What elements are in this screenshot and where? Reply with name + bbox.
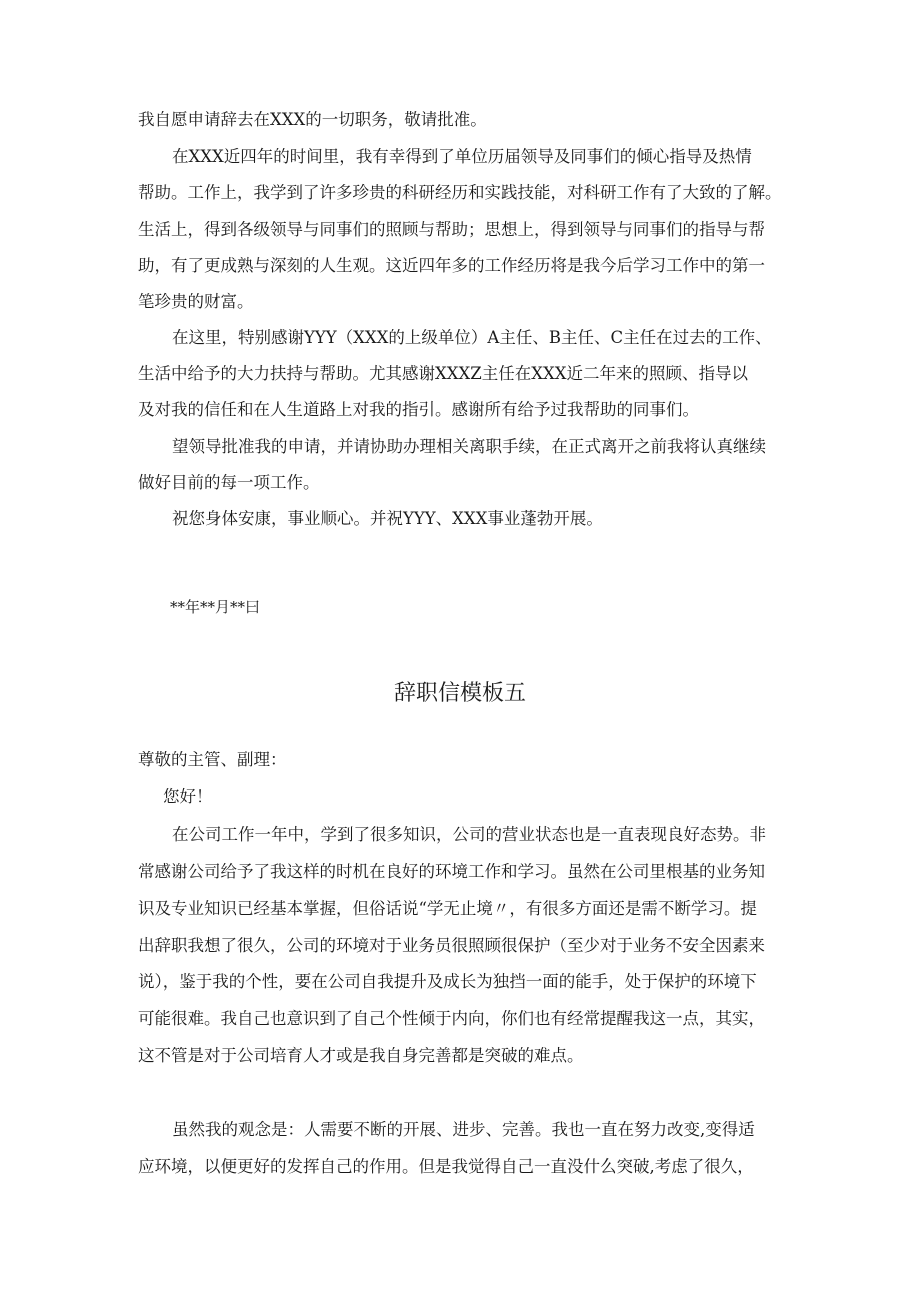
section-title: 辞职信模板五 (393, 681, 526, 706)
paragraph-start: 在公司工作一年中，学到了很多知识，公司的营业状态也是一直表现良好态势。非 (172, 825, 766, 844)
text-line: 出辞职我想了很久，公司的环境对于业务员很照顾很保护（至少对于业务不安全因素来 (138, 936, 765, 955)
salutation: 尊敬的主管、副理： (138, 750, 287, 769)
text-line: 及对我的信任和在人生道路上对我的指引。感谢所有给予过我帮助的同事们。 (138, 400, 699, 419)
text-line: 这不管是对于公司培育人才或是我自身完善都是突破的难点。 (138, 1046, 584, 1065)
text-line: 生活上，得到各级领导与同事们的照顾与帮助；思想上，得到领导与同事们的指导与帮 (138, 220, 765, 239)
text-line: 应环境，以便更好的发挥自己的作用。但是我觉得自己一直没什么突破,考虑了很久， (138, 1157, 754, 1176)
text-line: 常感谢公司给予了我这样的时机在良好的环境工作和学习。虽然在公司里根基的业务知 (138, 862, 765, 881)
text-line: 笔珍贵的财富。 (138, 292, 254, 311)
paragraph-start: 在XXX近四年的时间里，我有幸得到了单位历届领导及同事们的倾心指导及热情 (172, 147, 752, 166)
text-line: 说），鉴于我的个性，要在公司自我提升及成长为独挡一面的能手，处于保护的环境下 (138, 972, 757, 991)
paragraph-start: 在这里，特别感谢YYY（XXX的上级单位）A主任、B主任、C主任在过去的工作、 (172, 328, 772, 347)
closing-wish: 祝您身体安康，事业顺心。并祝YYY、XXX事业蓬勃开展。 (172, 509, 603, 528)
text-line: 我自愿申请辞去在XXX的一切职务，敬请批准。 (138, 110, 487, 129)
paragraph-start: 望领导批准我的申请，并请协助办理相关离职手续，在正式离开之前我将认真继续 (172, 437, 766, 456)
text-line: 可能很难。我自己也意识到了自己个性倾于内向，你们也有经常提醒我这一点，其实， (138, 1009, 765, 1028)
greeting: 您好！ (163, 787, 213, 806)
text-line: 帮助。工作上，我学到了许多珍贵的科研经历和实践技能，对科研工作有了大致的了解。 (138, 183, 782, 202)
paragraph-start: 虽然我的观念是：人需要不断的开展、进步、完善。我也一直在努力改变,变得适 (172, 1120, 755, 1139)
text-line: 生活中给予的大力扶持与帮助。尤其感谢XXXZ主任在XXX近二年来的照顾、指导以 (138, 364, 748, 383)
text-line: 做好目前的每一项工作。 (138, 473, 320, 492)
signature-date: **年**月**曰 (170, 598, 261, 616)
text-line: 助，有了更成熟与深刻的人生观。这近四年多的工作经历将是我今后学习工作中的第一 (138, 256, 765, 275)
text-line: 识及专业知识已经基本掌握，但俗话说“学无止境〃，有很多方面还是需不断学习。提 (138, 899, 757, 918)
